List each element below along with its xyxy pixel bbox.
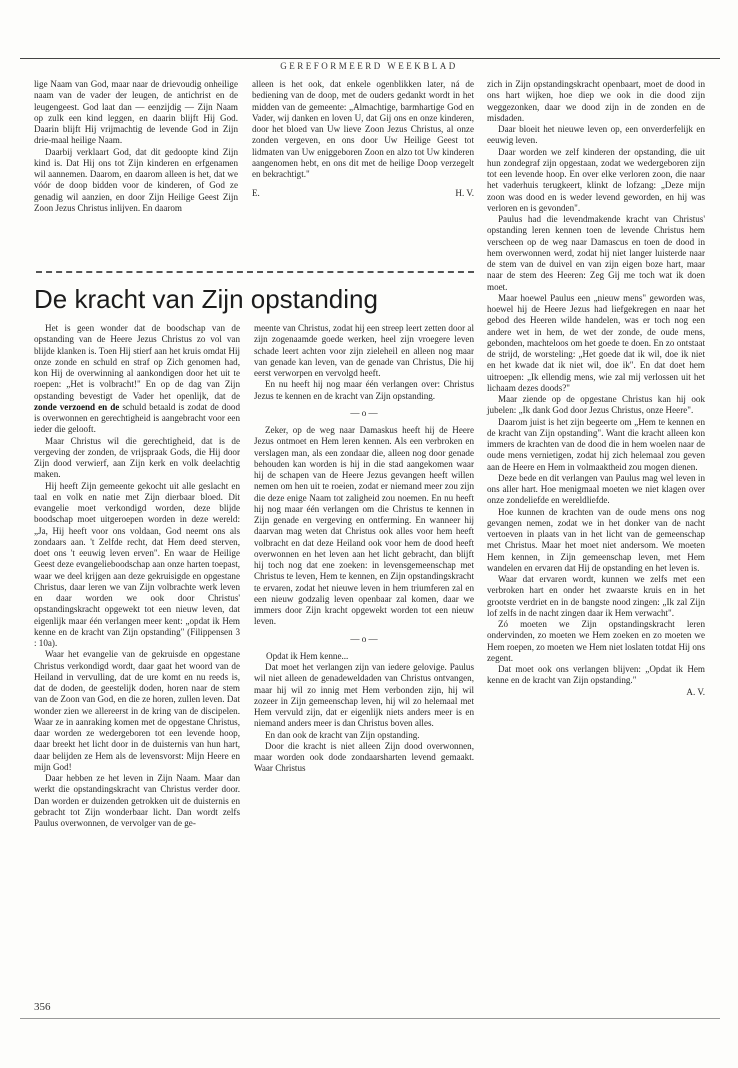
paragraph: En dan ook de kracht van Zijn opstanding. — [265, 729, 420, 740]
paragraph: Door die kracht is niet alleen Zijn dood overwonnen, maar worden ook dode zondaarsharten levend gemaakt. Waar Christus — [254, 740, 474, 774]
paragraph: Maar ziende op de opgestane Christus kan hij ook jubelen: „Ik dank God door Jezus Christus, onze Heere". — [487, 394, 705, 416]
article-separator — [36, 271, 474, 273]
paragraph: Daar worden we zelf kinderen der opstanding, die uit hun zondegraf zijn opgestaan, zodat we wedergeboren zijn tot een levende hoop. En over elke verloren zoon, die naar het vaderhuis terugkeert, klinkt de lofzang: „Deze mijn zoon was dood en is weder levend geworden, en hij was verloren en is gevonden". — [487, 146, 705, 213]
paragraph: Waar het evangelie van de gekruisde en opgestane Christus verkondigd wordt, daar gaat het woord van de Heiland in vervulling, dat de ure komt en nu reeds is, dat de doden, de geestelijk doden, horen naar de stem van de Zoon van God, en die ze horen, zullen leven. Dat wonder zien we allereerst in de kring van de discipelen. Waar ze in aanraking komen met de opgestane Christus, daar worden ze wedergeboren tot een levende hoop, daar breekt het licht door in de duisternis van hun hart, daar belijden ze Hem als de levensvorst: Mijn Heere en mijn God! — [34, 649, 240, 772]
paragraph: Maar Christus wil die gerechtigheid, dat is de vergeving der zonden, de vrijspraak Gods, die Hij door Zijn dood verwierf, aan Zijn kerk en volk deelachtig maken. — [34, 435, 240, 480]
paragraph — [34, 323, 240, 436]
paragraph: Daar bloeit het nieuwe leven op, een onverderfelijk en eeuwig leven. — [487, 124, 705, 146]
signature-left: E. — [252, 188, 260, 199]
paragraph: En nu heeft hij nog maar één verlangen over: Christus Jezus te kennen en de kracht van Zijn opstanding. — [254, 379, 474, 401]
paragraph: Hij heeft Zijn gemeente gekocht uit alle geslacht en taal en volk en natie met Zijn dierbaar bloed. Dit evangelie moet verkondigd worden, deze blijde boodschap moet uitgeroepen worden in deze wereld: „Ja, Hij heeft voor ons voldaan, God neemt ons als zondaars aan. 't Zelfde recht, dat Hem deed sterven, doet ons 't eeuwig leven erven". En waar de Heilige Geest deze evangelieboodschap aan onze harten toepast, waar we deel krijgen aan deze gekruisigde en opgestane Christus, daar leren we van Zijn volbrachte werk leven en daar worden we ook door Christus' opstandingskracht opgewekt tot een nieuw leven, dat eigenlijk maar één verlangen meer kent: „opdat ik Hem kenne en de kracht van Zijn opstanding" (Filippensen 3 : 10a). — [34, 480, 240, 648]
paragraph: Zó moeten we Zijn opstandingskracht leren ondervinden, zo moeten we Hem zoeken en zo moeten we Hem roepen, zo moeten we Hem niet loslaten totdat Hij ons zegent. — [487, 619, 705, 663]
paragraph: Deze bede en dit verlangen van Paulus mag wel leven in ons aller hart. Hoe menigmaal moeten we niet klagen over onze zondeliefde en wereldliefde. — [487, 472, 705, 506]
prev-article-col2 — [252, 79, 474, 200]
article-col2 — [254, 323, 474, 775]
header-rule — [20, 58, 720, 59]
section-separator: — o — — [350, 407, 378, 418]
prev-paragraph: Daarbij verklaart God, dat dit gedoopte kind Zijn kind is. Dat Hij ons tot Zijn kinderen en erfgenamen wil aannemen. Daarom, en daarom alleen is het, dat we vóór de doop bidden voor de kinderen, of God ze genadig wil aanzien, en door Zijn Heilige Geest Zijn Zoon Jezus Christus inlijven. En daarom — [34, 146, 238, 213]
prev-article-col1 — [34, 79, 238, 214]
paragraph: Waar dat ervaren wordt, kunnen we zelfs met een verbroken hart en onder het zwaarste kruis en in het grootste verdriet en in de bangste nood zingen: „Ik zal Zijn lof zelfs in de nacht zingen daar ik Hem verwacht". — [487, 574, 705, 618]
article-title: De kracht van Zijn opstanding — [34, 284, 378, 314]
paragraph: Daar hebben ze het leven in Zijn Naam. Maar dan werkt die opstandingskracht van Christus verder door. Dan worden er duizenden getrokken uit de duisternis en gebracht tot Zijn wonderbaar licht. Dan wordt zelfs Paulus overwonnen, de vervolger van de ge- — [34, 773, 240, 828]
article-col3 — [487, 79, 705, 698]
prev-signature — [252, 188, 474, 199]
section-separator: — o — — [350, 633, 378, 644]
paragraph-text: Het is geen wonder dat de boodschap van de opstanding van de Heere Jezus Christus zo vol van blijde klanken is. Toen Hij stierf aan het kruis omdat Hij onze zonde en schuld en straf op Zich genomen had, kon Hij de overwinning al aankondigen door het uit te roepen: „Het is volbracht!" En op de dag van Zijn opstanding bevestigt de Vader het openlijk, dat de — [34, 323, 240, 401]
page-number: 356 — [34, 1001, 51, 1013]
paragraph: Paulus had die levendmakende kracht van Christus' opstanding leren kennen toen de levende Christus hem verscheen op de weg naar Damascus en toen de dood in hem overwonnen werd, zodat hij niet langer luisterde naar de stem van de duivel en van zijn eigen boze hart, maar naar de stem des Heeren: Zeg Gij me toch wat ik doen moet. — [487, 214, 705, 292]
paragraph: Daarom juist is het zijn begeerte om „Hem te kennen en de kracht van Zijn opstanding". Want die kracht alleen kon immers de krachten van de dood die in hem woelen naar de oude mens vernietigen, zodat hij zich helemaal zou geven aan de Heere en Hem in volmaaktheid zou mogen dienen. — [487, 416, 705, 472]
prev-paragraph: lige Naam van God, maar naar de drievoudig onheilige naam van de vader der leugen, de antichrist en de leugengeest. God laat dan — eenzijdig — Zijn Naam op zulk een kind leggen, en daarin blijft Hij God. Daarin blijft Hij vrijmachtig de levende God in Zijn drie-maal heilige Naam. — [34, 79, 238, 146]
article-col1 — [34, 323, 240, 829]
publication-header: GEREFORMEERD WEEKBLAD — [280, 61, 458, 71]
footer-rule — [20, 1018, 720, 1019]
paragraph: Zeker, op de weg naar Damaskus heeft hij de Heere Jezus ontmoet en Hem leren kennen. Als een verbroken en verslagen man, als een zondaar die, alleen nog door genade behouden kan worden is hij in die stad aangekomen waar hij de schapen van de Heere Jezus gevangen heeft willen nemen om hen uit te roeien, zodat er niemand meer zou zijn die deze enige Naam tot zaligheid zou noemen. En nu heeft hij nog maar één verlangen om die Christus te kennen in Zijn genade en vergeving en ontferming. En wanneer hij daarvan mag weten dat Christus ook alles voor hem heeft volbracht en dat deze Heiland ook voor hem de dood heeft overwonnen en het leven aan het licht gebracht, dan blijft hij toch nog dat ene zoeken: in levensgemeenschap met Christus te leven, Hem te kennen, en Zijn opstandingskracht te ervaren, zodat het nieuwe leven in hem triumferen zal en een nieuw godzalig leven openbaar zal komen, daar we immers door Zijn kracht opgewekt worden tot een nieuw leven. — [254, 425, 474, 627]
author-signature: A. V. — [686, 686, 705, 697]
paragraph-text: schuld betaald is zodat de dood is overwonnen en gerechtigheid is aangebracht voor een ieder die gelooft. — [34, 401, 240, 435]
paragraph: zich in Zijn opstandingskracht openbaart, moet de dood in ons hart wijken, hoe diep we ook in die dood zijn weggezonken, daar we dood zijn in de zonden en de misdaden. — [487, 79, 705, 123]
prev-paragraph: alleen is het ook, dat enkele ogenblikken later, ná de bediening van de doop, met de ouders gedankt wordt in het midden van de gemeente: „Almachtige, barmhartige God en Vader, wij danken en loven U, dat Gij ons en onze kinderen, door het bloed van Uw lieve Zoon Jezus Christus, al onze zonden vergeven, en ons door Uw Heilige Geest tot lidmaten van Uw eniggeboren Zoon en alzo tot Uw kinderen aangenomen hebt, en ons dit met de heilige Doop verzegelt en bekrachtigt." — [252, 79, 474, 179]
paragraph: Maar hoewel Paulus een „nieuw mens" geworden was, hoewel hij de Heere Jezus had liefgekregen en naar het gebod des Heeren wilde handelen, was er toch nog een andere wet in hem, de wet der zonde, de oude mens, gebonden, machteloos om het goede te doen. En zo ontstaat de strijd, de worsteling: „Het goede dat ik wil, doe ik niet en het kwade dat ik niet wil, doe ik". En dat doet hem uitroepen: „Ik ellendig mens, wie zal mij verlossen uit het lichaam dezes doods?" — [487, 292, 705, 393]
paragraph: Dat moet ook ons verlangen blijven: „Opdat ik Hem kenne en de kracht van Zijn opstanding." — [487, 664, 705, 686]
paragraph: Dat moet het verlangen zijn van iedere gelovige. Paulus wil niet alleen de genadeweldaden van Christus ontvangen, maar hij wil zo innig met Hem verbonden zijn, hij wil zozeer in Zijn gemeenschap leven, hij wil zo helemaal met Hem vervuld zijn, dat er eigenlijk niets anders meer is en niemand anders meer is dan Christus boven alles. — [254, 662, 474, 729]
signature-right: H. V. — [455, 188, 474, 199]
section-subheading: Opdat ik Hem kenne... — [266, 650, 349, 661]
paragraph: Hoe kunnen de krachten van de oude mens ons nog gevangen nemen, zodat we in het donker van de nacht vertoeven in plaats van in het licht van de gemeenschap met Christus. Maar het moet niet andersom. We moeten Hem kennen, in Zijn gemeenschap leven, met Hem wandelen en ervaren dat Hij de opstanding en het leven is. — [487, 506, 705, 573]
bold-phrase: zonde verzoend en de — [34, 401, 120, 412]
paragraph: meente van Christus, zodat hij een streep leert zetten door al zijn zogenaamde goede werken, heel zijn vroegere leven schade leert achten voor zijn zieleheil en alleen nog maar van genade kan leven, van de genade van Christus, Die hij eerst verworpen en vervolgd heeft. — [254, 323, 474, 378]
